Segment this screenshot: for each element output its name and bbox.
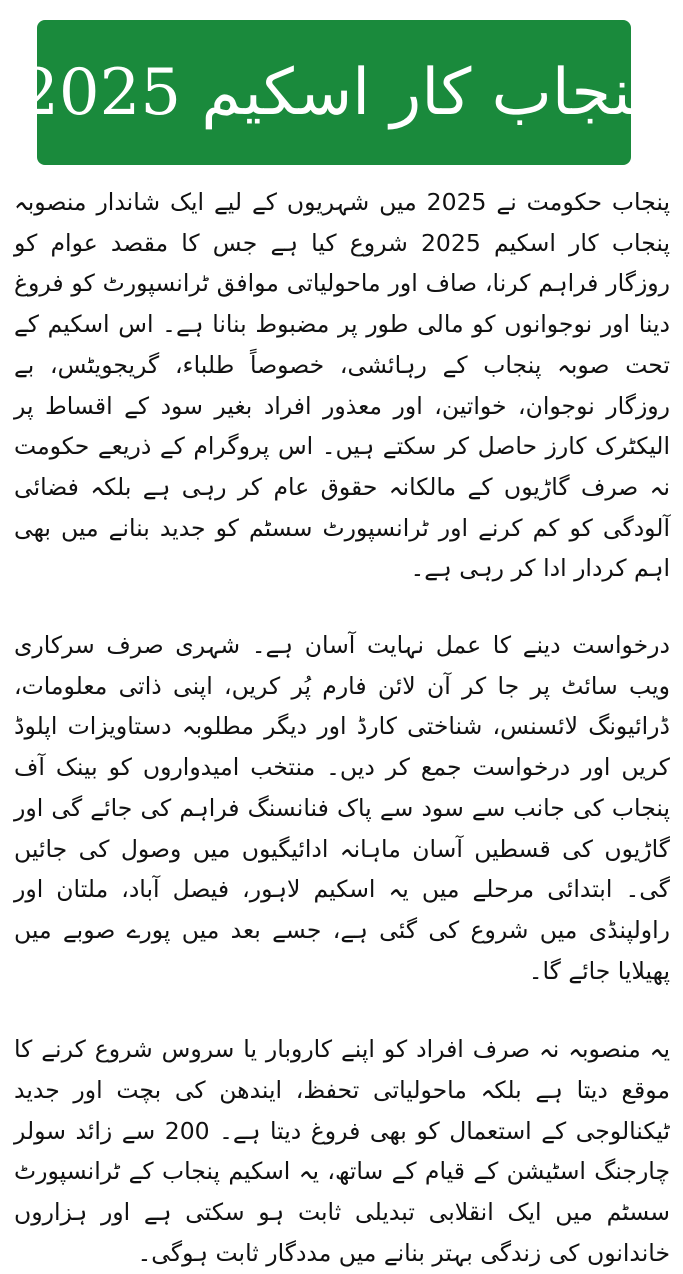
title-banner — [18, 20, 650, 165]
article-paragraph-intro: پنجاب حکومت نے 2025 میں شہریوں کے لیے ایک شاندار منصوبہ پنجاب کار اسکیم 2025 شروع کیا ہے جس کا مقصد عوام کو روزگار فراہم کرنا، صاف اور ماحولیاتی موافق ٹرانسپورٹ کو فروغ دینا اور نوجوانوں کو مالی طور پر مضبوط بنانا ہے۔ اس اسکیم کے تحت صوبہ پنجاب کے رہائشی، خصوصاً طلباء، گریجویٹس، بے روزگار نوجوان، خواتین، اور معذور افراد بغیر سود کے اقساط پر الیکٹرک کارز حاصل کر سکتے ہیں۔ اس پروگرام کے ذریعے حکومت نہ صرف گاڑیوں کے مالکانہ حقوق عام کر رہی ہے بلکہ فضائی آلودگی کو کم کرنے اور ٹرانسپورٹ سسٹم کو جدید بنانے میں بھی اہم کردار ادا کر رہی ہے۔ — [14, 188, 671, 583]
article-paragraph-benefits: یہ منصوبہ نہ صرف افراد کو اپنے کاروبار یا سروس شروع کرنے کا موقع دیتا ہے بلکہ ماحولیاتی تحفظ، ایندھن کی بچت اور جدید ٹیکنالوجی کے استعمال کو بھی فروغ دیتا ہے۔ 200 سے زائد سولر چارجنگ اسٹیشن کے قیام کے ساتھ، یہ اسکیم پنجاب کے ٹرانسپورٹ سسٹم میں ایک انقلابی تبدیلی ثابت ہو سکتی ہے اور ہزاروں خاندانوں کی زندگی بہتر بنانے میں مددگار ثابت ہوگی۔ — [14, 1035, 670, 1267]
article-paragraph-application: درخواست دینے کا عمل نہایت آسان ہے۔ شہری صرف سرکاری ویب سائٹ پر جا کر آن لائن فارم پُر کریں، اپنی ذاتی معلومات، ڈرائیونگ لائسنس، شناختی کارڈ اور دیگر مطلوبہ دستاویزات اپلوڈ کریں اور درخواست جمع کر دیں۔ منتخب امیدواروں کو بینک آف پنجاب کی جانب سے سود سے پاک فنانسنگ فراہم کی جائے گی اور گاڑیوں کی قسطیں آسان ماہانہ ادائیگیوں میں وصول کی جائیں گی۔ ابتدائی مرحلے میں یہ اسکیم لاہور، فیصل آباد، ملتان اور راولپنڈی میں شروع کی گئی ہے، جسے بعد میں پورے صوبے میں پھیلایا جائے گا۔ — [14, 631, 670, 985]
article-body — [14, 182, 670, 1274]
banner-title: پنجاب کار اسکیم 2025 — [18, 55, 650, 130]
